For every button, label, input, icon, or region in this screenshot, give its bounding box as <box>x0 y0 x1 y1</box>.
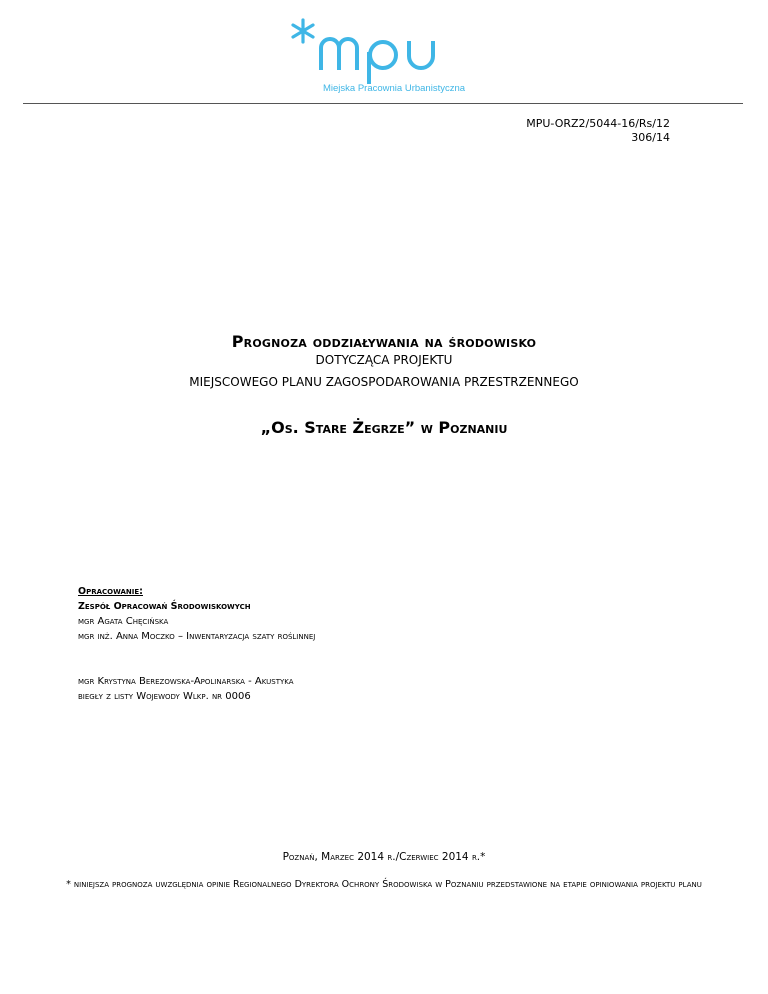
document-reference <box>526 117 670 145</box>
author-3-note: biegły z listy Wojewody Wlkp. nr 0006 <box>78 691 251 702</box>
mpu-logo-icon <box>285 14 485 84</box>
title-line-2: DOTYCZĄCA PROJEKTU <box>315 353 453 367</box>
header-divider <box>23 103 743 104</box>
authors-group: Zespół Opracowań Środowiskowych <box>78 601 251 612</box>
footnote: * niniejsza prognoza uwzględnia opinie Regionalnego Dyrektora Ochrony Środowiska w Poznaniu przedstawione na etapie opiniowania projektu planu <box>66 879 702 890</box>
plan-subject: „Os. Stare Żegrze” w Poznaniu <box>260 418 508 437</box>
mpu-logo <box>285 14 485 96</box>
document-title: Prognoza oddziaływania na środowisko <box>231 332 537 351</box>
reference-number: MPU-ORZ2/5044-16/Rs/12 <box>526 117 670 130</box>
document-date: Poznań, Marzec 2014 r./Czerwiec 2014 r.* <box>282 851 486 863</box>
authors-heading: Opracowanie: <box>78 586 143 597</box>
authors-section <box>78 584 315 704</box>
author-3: mgr Krystyna Berezowska-Apolinarska - Akustyka <box>78 676 294 687</box>
title-line-3: MIEJSCOWEGO PLANU ZAGOSPODAROWANIA PRZESTRZENNEGO <box>189 375 579 389</box>
author-2: mgr inż. Anna Moczko – Inwentaryzacja szaty roślinnej <box>78 631 316 642</box>
logo-subtitle: Miejska Pracownia Urbanistyczna <box>323 83 466 94</box>
author-1: mgr Agata Chęcińska <box>78 616 169 627</box>
reference-sub-number: 306/14 <box>631 131 670 144</box>
